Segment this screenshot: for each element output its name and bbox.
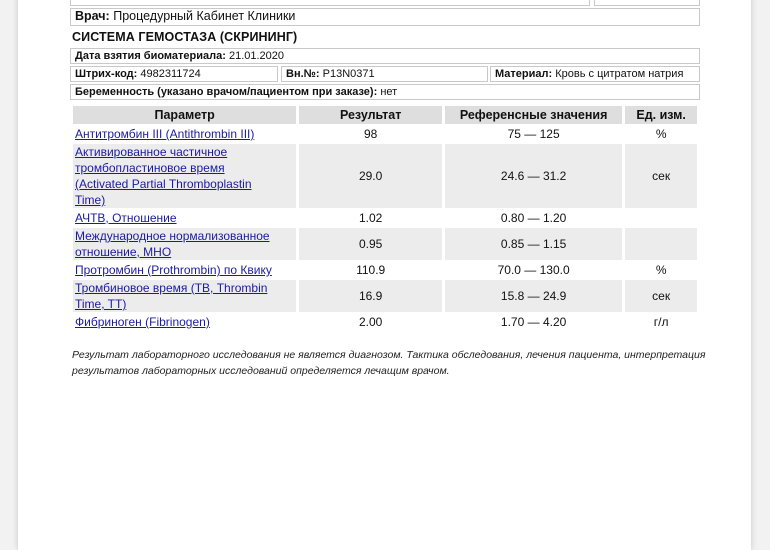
table-row — [73, 228, 697, 260]
internal-no-label: Вн.№: — [286, 68, 320, 80]
doctor-label: Врач: — [75, 9, 110, 23]
unit — [625, 228, 697, 260]
unit: сек — [625, 280, 697, 312]
sample-date-label: Дата взятия биоматериала: — [75, 50, 226, 62]
top-cutoff-field-left — [70, 0, 590, 6]
table-row — [73, 144, 697, 208]
result-value: 1.02 — [358, 211, 383, 225]
doctor-field — [70, 8, 700, 26]
doctor-value: Процедурный Кабинет Клиники — [113, 9, 296, 23]
result-value: 16.9 — [299, 280, 442, 312]
results-table — [70, 104, 700, 332]
column-header-reference: Референсные значения — [445, 106, 622, 124]
table-header-row — [73, 106, 697, 124]
sample-date-value: 21.01.2020 — [228, 50, 285, 62]
parameter-link[interactable]: Антитромбин III (Antithrombin III) — [75, 127, 255, 141]
table-row — [73, 314, 697, 330]
material-field — [490, 66, 700, 82]
parameter-link[interactable]: Активированное частичное тромбопластиновое время (Activated Partial Thromboplastin Time) — [75, 145, 252, 207]
top-cutoff-field-right — [594, 0, 700, 6]
reference-range: 70.0 — 130.0 — [497, 263, 570, 277]
reference-range: 0.80 — 1.20 — [500, 211, 567, 225]
table-row — [73, 126, 697, 142]
internal-no-field — [281, 66, 488, 82]
table-row — [73, 262, 697, 278]
sample-date-field — [70, 48, 700, 64]
parameter-link[interactable]: АЧТВ, Отношение — [75, 211, 177, 225]
material-value: Кровь с цитратом натрия — [555, 68, 684, 80]
result-value: 98 — [363, 127, 378, 141]
pregnancy-field — [70, 84, 700, 100]
column-header-unit: Ед. изм. — [625, 106, 697, 124]
internal-no-value: P13N0371 — [322, 68, 375, 80]
reference-range: 1.70 — 4.20 — [500, 315, 567, 329]
column-header-result: Результат — [299, 106, 442, 124]
barcode-value: 4982311724 — [140, 68, 201, 80]
reference-range: 15.8 — 24.9 — [445, 280, 622, 312]
section-title: СИСТЕМА ГЕМОСТАЗА (СКРИНИНГ) — [72, 30, 298, 44]
reference-range: 24.6 — 31.2 — [445, 144, 622, 208]
reference-range: 0.85 — 1.15 — [445, 228, 622, 260]
barcode-label: Штрих-код: — [75, 68, 138, 80]
parameter-link[interactable]: Тромбиновое время (ТВ, Thrombin Time, TT) — [75, 281, 268, 311]
unit: % — [655, 127, 667, 141]
disclaimer-note: Результат лабораторного исследования не является диагнозом. Тактика обследования, лечения пациента, интерпретация результатов лабораторных исследований определяется лечащим врачом. — [72, 349, 706, 377]
barcode-field — [70, 66, 278, 82]
table-row — [73, 280, 697, 312]
result-value: 0.95 — [299, 228, 442, 260]
unit: % — [655, 263, 667, 277]
result-value: 29.0 — [299, 144, 442, 208]
unit — [625, 210, 697, 226]
parameter-link[interactable]: Протромбин (Prothrombin) по Квику — [75, 263, 272, 277]
result-value: 110.9 — [356, 263, 386, 277]
pregnancy-label: Беременность (указано врачом/пациентом при заказе): — [75, 86, 378, 98]
result-value: 2.00 — [358, 315, 383, 329]
unit: сек — [625, 144, 697, 208]
parameter-link[interactable]: Международное нормализованное отношение, МНО — [75, 229, 270, 259]
parameter-link[interactable]: Фибриноген (Fibrinogen) — [75, 315, 210, 329]
material-label: Материал: — [495, 68, 553, 80]
table-row — [73, 210, 697, 226]
reference-range: 75 — 125 — [507, 127, 560, 141]
unit: г/л — [653, 315, 669, 329]
pregnancy-value: нет — [380, 86, 398, 98]
column-header-parameter: Параметр — [73, 106, 296, 124]
